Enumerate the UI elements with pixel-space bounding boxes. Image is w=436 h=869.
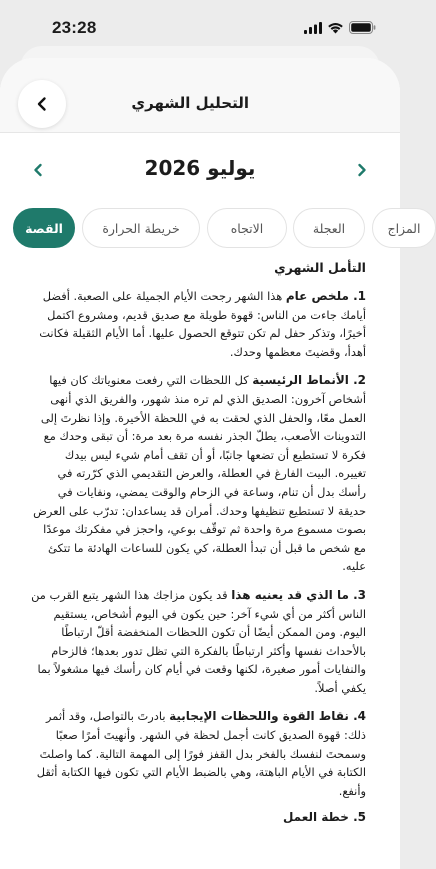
page-title: التحليل الشهري	[131, 94, 249, 112]
analysis-tabs	[0, 208, 421, 250]
tab-story[interactable]: القصة	[13, 208, 75, 248]
status-icons	[304, 19, 376, 37]
section-body: قد يكون مزاجك هذا الشهر يتبع القرب من الناس أكثر من أي شيء آخر: حين يكون في اليوم أشخاص، يستقيم اليوم. ومن الممكن أيضًا أن تكون اللحظات المنخفضة أقلّ ارتباطًا بالأحداث نفسها وأكثر ارتباطًا بالفكرة التي تظل تدور بعدها؛ فالزحام والنفايات أمور صغيرة، لكنها وقعت في أيام كان رأسك فيها مشغولاً بما يكفي أصلاً.	[31, 587, 366, 695]
reflection-section-meaning	[31, 586, 366, 698]
reflection-section-summary	[31, 287, 366, 361]
reflection-content[interactable]	[0, 254, 400, 869]
month-label: يوليو 2026	[144, 156, 256, 180]
chevron-left-icon	[34, 96, 50, 112]
month-navigator	[0, 144, 400, 192]
section-body: كل اللحظات التي رفعت معنوياتك كان فيها أشخاص آخرون: الصديق الذي لم تره منذ شهور، والفريق الذي أنهى العمل معًا، والحفل الذي لحقت به في اللحظة الأخيرة. وإذا نظرتَ إلى التدوينات الأصعب، يطلّ الجذر نفسه مرة بعد مرة: أن تبقى وحدك مع فكرة لا تستطيع أن تضعها جانبًا، أو أن تقف أمام شيء ليس بيدك تغييره. البيت الفارغ في العطلة، والعرض التقديمي الذي كرّرته في رأسك بدل أن تنام، وساعة في الزحام والوقت يمضي، ونفايات في حديقة لا تستطيع تنظيفها وحدك. أمران قد يساعدان: تدرّب على العرض بصوت مسموع مرة واحدة ثم توقّف بوعي، واحجز في مفكرتك موعدًا مع شخص ما قبل أن تبدأ العطلة، كي يكون للساعات الهادئة ما تتكئ عليه.	[33, 373, 366, 574]
wifi-icon	[327, 21, 344, 34]
section-title: 5. خطة العمل	[282, 810, 366, 825]
section-body: بادرتَ بالتواصل، وقد أثمر ذلك: قهوة الصديق كانت أجمل لحظة في الشهر. وأنهيتَ أمرًا صعبًا وسمحتَ لنفسك بالفخر بدل القفز فورًا إلى المهمة التالية. كما واصلتَ الكتابة في الأيام الباهتة، وهي بالضبط الأيام التي تكون فيها الكتابة أثقل وأنفع.	[36, 709, 366, 798]
battery-icon	[349, 21, 376, 34]
section-title: 4. نقاط القوة واللحظات الإيجابية	[169, 709, 366, 724]
reflection-section-action-plan	[31, 810, 366, 824]
tab-trend[interactable]: الاتجاه	[207, 208, 287, 248]
section-title: 2. الأنماط الرئيسية	[252, 373, 366, 388]
section-body: هذا الشهر رجحت الأيام الجميلة على الصعبة. أفضل أيامك جاءت من الناس: قهوة طويلة مع صديق قديم، ومشروع اكتمل أخيرًا، وتذكر حفل لم تكن تتوقع الحصول عليها. أما الأيام الثقيلة فكانت أهدأ، وقضيتَ معظمها وحدك.	[39, 289, 366, 359]
status-time: 23:28	[52, 18, 97, 37]
section-title: 3. ما الذي قد يعنيه هذا	[231, 587, 366, 602]
section-title: 1. ملخص عام	[285, 289, 366, 303]
section-heading: التأمل الشهري	[274, 260, 366, 275]
cellular-signal-icon	[304, 22, 322, 34]
reflection-section-patterns	[31, 371, 366, 576]
sheet-header	[0, 58, 400, 133]
tab-wheel[interactable]: العجلة	[293, 208, 365, 248]
back-button[interactable]	[18, 80, 66, 128]
reflection-section-strengths	[31, 707, 366, 800]
monthly-analysis-sheet	[0, 58, 421, 869]
tab-mood[interactable]: المزاج	[372, 208, 436, 248]
tab-heatmap[interactable]: خريطة الحرارة	[82, 208, 200, 248]
next-month-chevron-icon[interactable]	[28, 160, 48, 180]
